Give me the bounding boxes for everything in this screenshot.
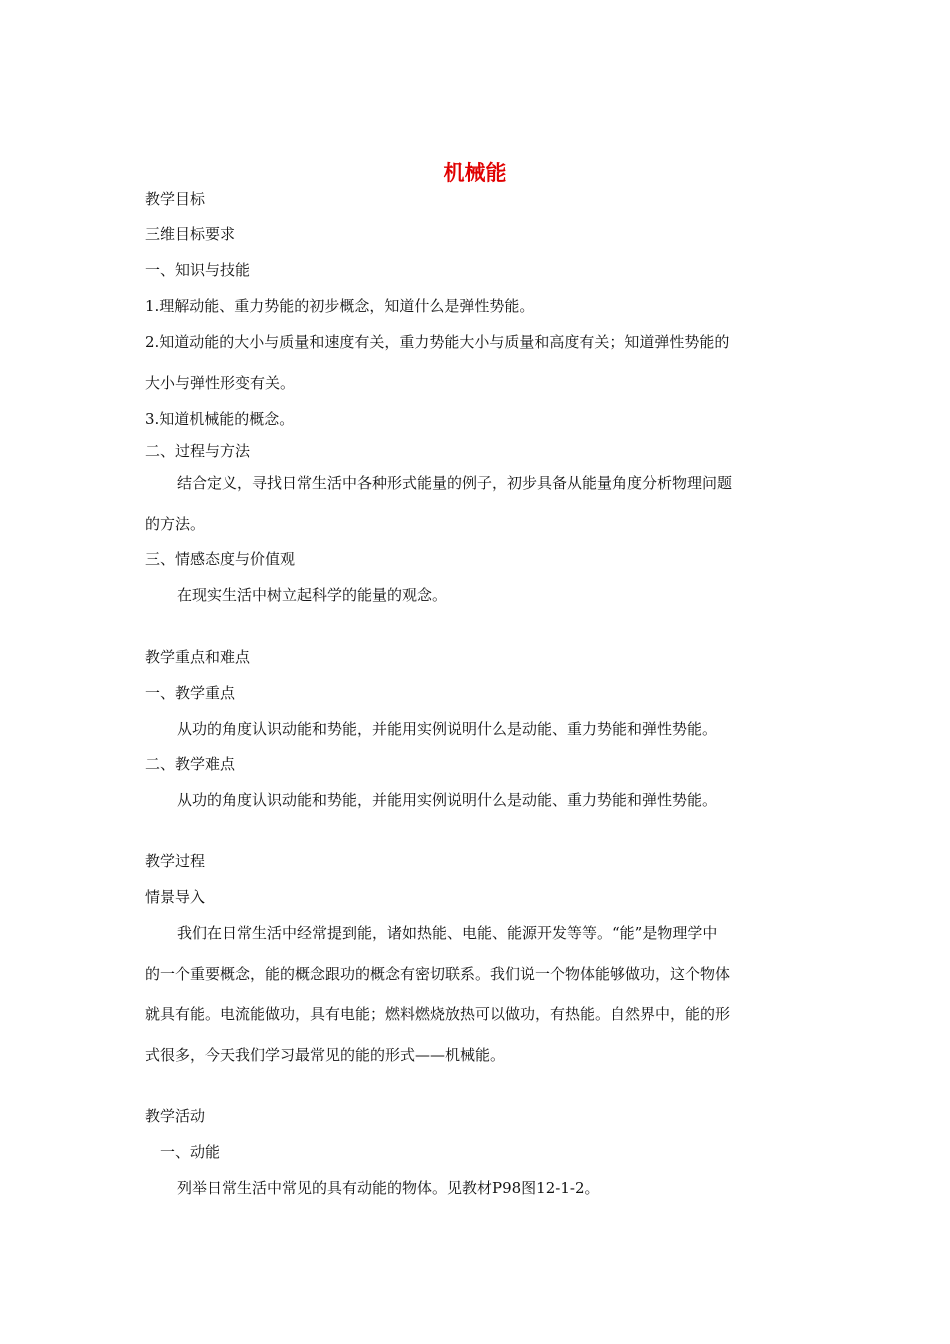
heading-teaching-goals: 教学目标 [145, 190, 206, 208]
intro-paragraph-line-1: 我们在日常生活中经常提到能，诸如热能、电能、能源开发等等。“能”是物理学中 [177, 924, 718, 942]
item-2-line-2: 大小与弹性形变有关。 [145, 374, 296, 392]
heading-kinetic-energy: 一、动能 [160, 1143, 221, 1161]
item-3: 3.知道机械能的概念。 [145, 410, 295, 428]
intro-paragraph-line-2: 的一个重要概念，能的概念跟功的概念有密切联系。我们说一个物体能够做功，这个物体 [145, 965, 731, 983]
key-points-paragraph: 从功的角度认识动能和势能，并能用实例说明什么是动能、重力势能和弹性势能。 [177, 720, 718, 738]
heading-scene-intro: 情景导入 [145, 888, 206, 906]
item-1: 1.理解动能、重力势能的初步概念，知道什么是弹性势能。 [145, 297, 535, 315]
heading-knowledge-skills: 一、知识与技能 [145, 261, 251, 279]
kinetic-energy-paragraph: 列举日常生活中常见的具有动能的物体。见教材P98图12-1-2。 [177, 1179, 600, 1197]
heading-key-difficult-points: 教学重点和难点 [145, 648, 251, 666]
process-paragraph-line-1: 结合定义，寻找日常生活中各种形式能量的例子，初步具备从能量角度分析物理问题 [177, 474, 733, 492]
difficult-points-paragraph: 从功的角度认识动能和势能，并能用实例说明什么是动能、重力势能和弹性势能。 [177, 791, 718, 809]
heading-teaching-process: 教学过程 [145, 852, 206, 870]
attitude-paragraph: 在现实生活中树立起科学的能量的观念。 [177, 586, 448, 604]
heading-key-points: 一、教学重点 [145, 684, 236, 702]
heading-process-method: 二、过程与方法 [145, 442, 251, 460]
item-2-line-1: 2.知道动能的大小与质量和速度有关，重力势能大小与质量和高度有关；知道弹性势能的 [145, 333, 730, 351]
intro-paragraph-line-4: 式很多，今天我们学习最常见的能的形式——机械能。 [145, 1046, 506, 1064]
intro-paragraph-line-3: 就具有能。电流能做功，具有电能；燃料燃烧放热可以做功，有热能。自然界中，能的形 [145, 1005, 731, 1023]
process-paragraph-line-2: 的方法。 [145, 515, 206, 533]
heading-difficult-points: 二、教学难点 [145, 755, 236, 773]
heading-attitude-values: 三、情感态度与价值观 [145, 550, 296, 568]
heading-3d-goals: 三维目标要求 [145, 225, 236, 243]
document-title: 机械能 [443, 161, 507, 185]
heading-teaching-activities: 教学活动 [145, 1107, 206, 1125]
